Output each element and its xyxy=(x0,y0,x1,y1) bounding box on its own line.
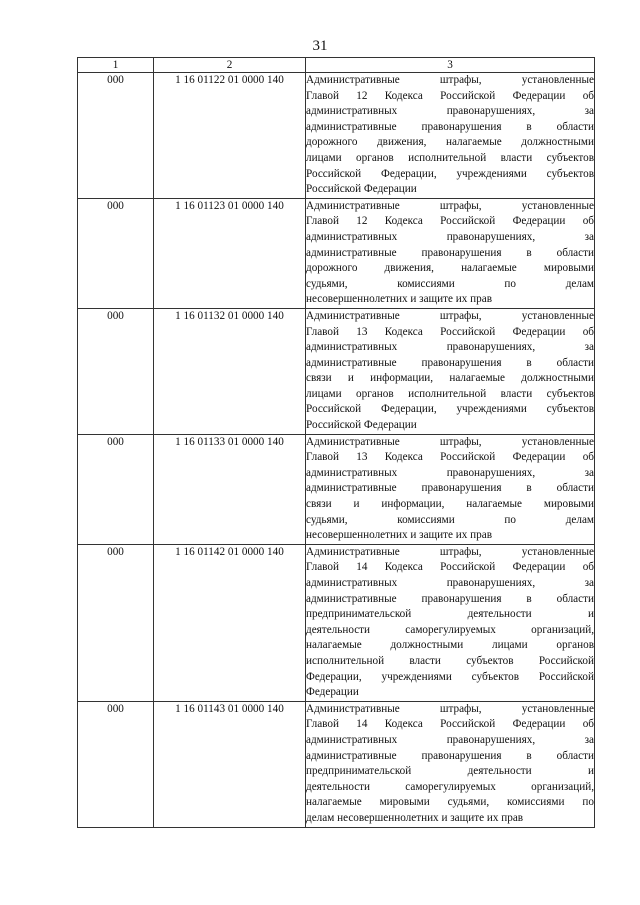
description-line: административные правонарушения в области xyxy=(306,356,594,369)
description-line: налагаемые мировыми судьями, комиссиями по xyxy=(306,796,594,809)
description-line: Главой 12 Кодекса Российской Федерации об xyxy=(306,89,594,102)
table-header-row xyxy=(78,58,595,73)
description-line: административных правонарушениях, за xyxy=(306,733,594,746)
description-line: Федерации, учреждениями субъектов Российской xyxy=(306,670,594,683)
description-line: Административные штрафы, установленные xyxy=(306,74,594,86)
description-line: Административные штрафы, установленные xyxy=(306,435,594,448)
table-row xyxy=(78,198,595,308)
description-cell xyxy=(306,198,595,308)
table-row xyxy=(78,544,595,701)
description-line: предпринимательской деятельности и xyxy=(306,608,594,621)
budget-code-cell: 1 16 01143 01 0000 140 xyxy=(154,701,306,827)
description-line: Федерации xyxy=(306,686,359,699)
admin-code-cell: 000 xyxy=(78,73,154,199)
description-line: судьями, комиссиями по делам xyxy=(306,277,594,290)
header-col-2: 2 xyxy=(154,58,306,73)
description-line: Российской Федерации, учреждениями субъектов xyxy=(306,167,594,180)
description-line: Главой 14 Кодекса Российской Федерации об xyxy=(306,561,594,574)
description-line: Административные штрафы, установленные xyxy=(306,199,594,212)
page-number: 31 xyxy=(312,38,328,54)
table-row xyxy=(78,701,595,827)
description-line: Российской Федерации xyxy=(306,419,417,432)
description-cell xyxy=(306,73,595,199)
description-line: административных правонарушениях, за xyxy=(306,230,594,243)
table-row xyxy=(78,73,595,199)
description-line: связи и информации, налагаемые должностными xyxy=(306,372,594,385)
admin-code-cell: 000 xyxy=(78,198,154,308)
description-cell xyxy=(306,701,595,827)
description-line: деятельности саморегулируемых организаций, xyxy=(306,780,594,793)
description-line: административных правонарушениях, за xyxy=(306,466,594,479)
budget-code-cell: 1 16 01132 01 0000 140 xyxy=(154,308,306,434)
description-line: административных правонарушениях, за xyxy=(306,577,594,589)
description-line: Главой 12 Кодекса Российской Федерации об xyxy=(306,215,594,228)
description-line: административных правонарушениях, за xyxy=(306,105,594,118)
description-line: административные правонарушения в области xyxy=(306,246,594,259)
description-line: лицами органов исполнительной власти субъектов xyxy=(306,151,594,164)
table-row xyxy=(78,434,595,544)
table-row xyxy=(78,308,595,434)
description-line: дорожного движения, налагаемые мировыми xyxy=(306,262,594,275)
description-line: дорожного движения, налагаемые должностными xyxy=(306,136,594,149)
description-cell xyxy=(306,544,595,701)
budget-code-cell: 1 16 01142 01 0000 140 xyxy=(154,544,306,701)
admin-code-cell: 000 xyxy=(78,434,154,544)
description-line: административные правонарушения в области xyxy=(306,749,594,762)
description-cell xyxy=(306,308,595,434)
description-line: Главой 13 Кодекса Российской Федерации об xyxy=(306,325,594,338)
description-line: делам несовершеннолетних и защите их прав xyxy=(306,811,524,824)
description-line: административные правонарушения в области xyxy=(306,482,594,495)
admin-code-cell: 000 xyxy=(78,308,154,434)
budget-codes-table xyxy=(77,57,595,828)
description-line: Российской Федерации xyxy=(306,183,417,196)
description-line: деятельности саморегулируемых организаций, xyxy=(306,623,594,636)
header-col-3: 3 xyxy=(306,58,595,73)
description-line: административные правонарушения в области xyxy=(306,592,594,605)
budget-code-cell: 1 16 01123 01 0000 140 xyxy=(154,198,306,308)
description-cell xyxy=(306,434,595,544)
description-line: Административные штрафы, установленные xyxy=(306,309,594,322)
description-line: связи и информации, налагаемые мировыми xyxy=(306,498,594,511)
header-col-1: 1 xyxy=(78,58,154,73)
budget-code-cell: 1 16 01133 01 0000 140 xyxy=(154,434,306,544)
description-line: административных правонарушениях, за xyxy=(306,341,594,354)
description-line: несовершеннолетних и защите их прав xyxy=(306,529,492,542)
description-line: Административные штрафы, установленные xyxy=(306,545,594,558)
description-line: Административные штрафы, установленные xyxy=(306,702,594,715)
description-line: несовершеннолетних и защите их прав xyxy=(306,293,492,306)
description-line: лицами органов исполнительной власти субъектов xyxy=(306,387,594,400)
description-line: административные правонарушения в области xyxy=(306,120,594,133)
budget-code-cell: 1 16 01122 01 0000 140 xyxy=(154,73,306,199)
description-line: налагаемые должностными лицами органов xyxy=(306,639,594,652)
admin-code-cell: 000 xyxy=(78,544,154,701)
description-line: Главой 14 Кодекса Российской Федерации об xyxy=(306,718,594,731)
description-line: исполнительной власти субъектов Российской xyxy=(306,654,594,667)
description-line: Главой 13 Кодекса Российской Федерации об xyxy=(306,451,594,464)
admin-code-cell: 000 xyxy=(78,701,154,827)
description-line: судьями, комиссиями по делам xyxy=(306,513,594,526)
description-line: предпринимательской деятельности и xyxy=(306,765,594,778)
description-line: Российской Федерации, учреждениями субъектов xyxy=(306,403,594,416)
